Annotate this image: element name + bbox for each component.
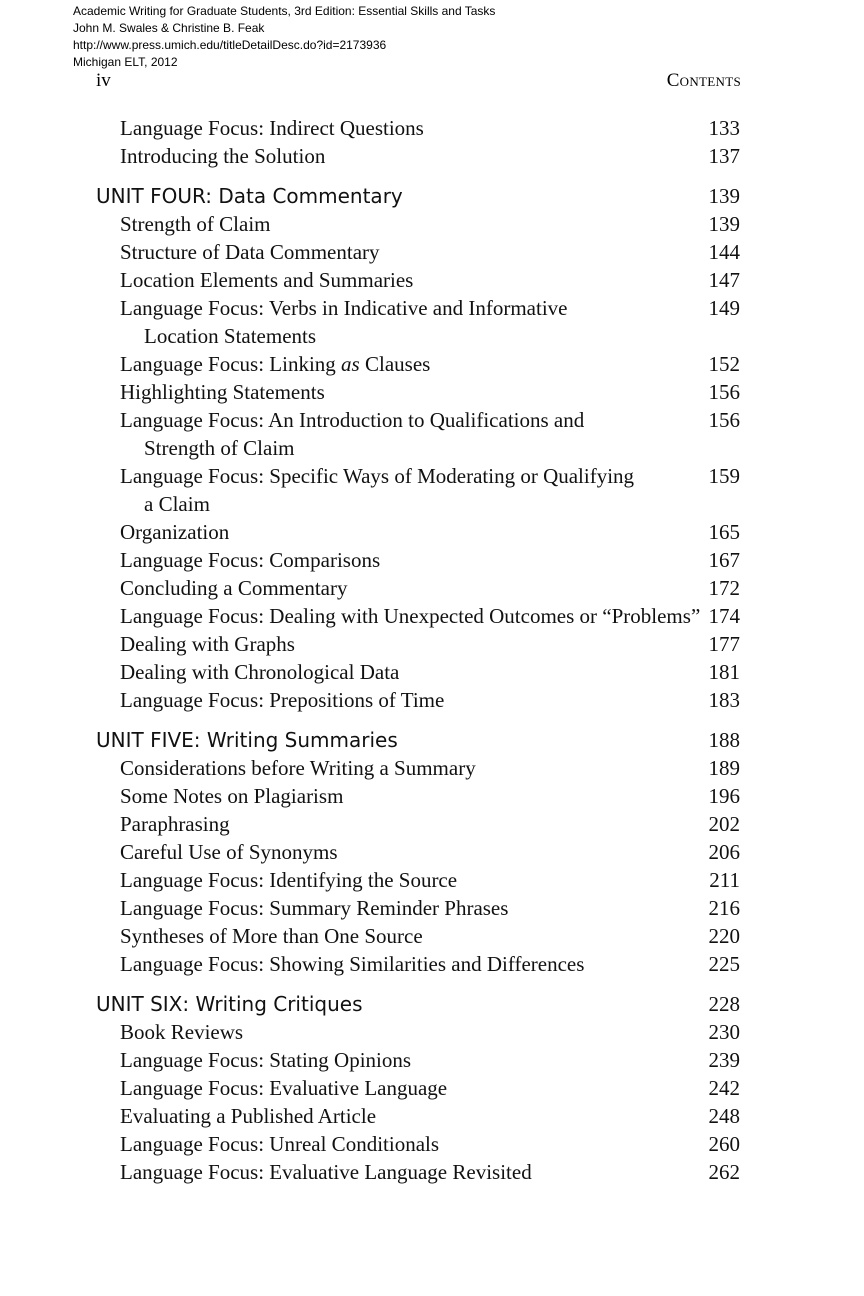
toc-entry-page: 137: [708, 144, 740, 168]
toc-entry: [96, 754, 740, 782]
unit-page: 139: [708, 184, 740, 208]
toc-entry-page: 262: [708, 1160, 740, 1184]
toc-entry-title: Language Focus: Summary Reminder Phrases: [120, 896, 509, 920]
source-citation: [73, 3, 495, 71]
toc-entry-title: [120, 294, 567, 350]
toc-entry: [96, 1158, 740, 1186]
unit-six-heading: [96, 990, 740, 1018]
toc-entry-page: 172: [708, 576, 740, 600]
toc-entry-title: Language Focus: Dealing with Unexpected Outcomes or “Problems”: [120, 604, 701, 628]
toc-entry-page: 147: [708, 268, 740, 292]
source-authors-line: John M. Swales & Christine B. Feak: [73, 21, 265, 35]
toc-entry-title: Careful Use of Synonyms: [120, 840, 338, 864]
toc-entry-title: Language Focus: Showing Similarities and Differences: [120, 952, 585, 976]
toc-entry-page: 152: [708, 352, 740, 376]
toc-entry-page: 189: [708, 756, 740, 780]
toc-entry: [96, 114, 740, 142]
toc-entry-page: 248: [708, 1104, 740, 1128]
toc-entry-title: Language Focus: Prepositions of Time: [120, 688, 445, 712]
toc-entry: [96, 378, 740, 406]
toc-entry-page: 133: [708, 116, 740, 140]
toc-entry-title: Language Focus: Stating Opinions: [120, 1048, 412, 1072]
toc-entry-title: Language Focus: Identifying the Source: [120, 868, 458, 892]
toc-entry: [96, 574, 740, 602]
toc-entry: [96, 1130, 740, 1158]
toc-entry-title-line2: a Claim: [144, 492, 210, 516]
toc-entry: [96, 518, 740, 546]
toc-entry-title: Location Elements and Summaries: [120, 268, 414, 292]
toc-entry-page: 242: [708, 1076, 740, 1100]
toc-entry: [96, 266, 740, 294]
toc-entry-title-emphasis: as: [341, 352, 360, 376]
toc-entry-page: 220: [708, 924, 740, 948]
toc-entry: [96, 950, 740, 978]
toc-entry-title: Introducing the Solution: [120, 144, 326, 168]
toc-entry-title: Language Focus: Indirect Questions: [120, 116, 424, 140]
toc-entry-title-line1: Language Focus: Specific Ways of Moderating or Qualifying: [120, 464, 635, 488]
toc-entry: [96, 1018, 740, 1046]
toc-entry-title: Paraphrasing: [120, 812, 230, 836]
toc-entry: [96, 238, 740, 266]
unit-page: 228: [708, 992, 740, 1016]
toc-entry: [96, 294, 740, 350]
toc-entry-title: Dealing with Graphs: [120, 632, 295, 656]
toc-entry: [96, 1046, 740, 1074]
toc-entry: [96, 546, 740, 574]
toc-entry-title: Evaluating a Published Article: [120, 1104, 377, 1128]
toc-entry-title-line1: Language Focus: An Introduction to Qualifications and: [120, 408, 585, 432]
toc-entry-title: Language Focus: Evaluative Language Revisited: [120, 1160, 532, 1184]
toc-entry-title: Language Focus: Comparisons: [120, 548, 381, 572]
toc-entry-title: Highlighting Statements: [120, 380, 325, 404]
unit-five-heading: [96, 726, 740, 754]
toc-entry-title: Language Focus: Evaluative Language: [120, 1076, 448, 1100]
toc-entry: [96, 630, 740, 658]
source-publisher-line: Michigan ELT, 2012: [73, 55, 178, 69]
toc-entry-page: 139: [708, 212, 740, 236]
running-head-title: Contents: [666, 70, 741, 91]
source-title-line: Academic Writing for Graduate Students, 3rd Edition: Essential Skills and Tasks: [73, 4, 496, 18]
toc-entry-page: 149: [708, 296, 740, 320]
toc-entry-title-line2: Strength of Claim: [144, 436, 295, 460]
toc-entry-page: 183: [708, 688, 740, 712]
toc-entry: [96, 210, 740, 238]
toc-entry-page: 211: [709, 868, 740, 892]
toc-entry-title: [120, 350, 430, 378]
table-of-contents: [96, 114, 740, 1186]
toc-entry: [96, 142, 740, 170]
toc-entry: [96, 462, 740, 518]
toc-entry-page: 225: [708, 952, 740, 976]
toc-entry-title: Syntheses of More than One Source: [120, 924, 423, 948]
toc-entry: [96, 866, 740, 894]
toc-entry-page: 239: [708, 1048, 740, 1072]
toc-entry-page: 174: [708, 604, 740, 628]
toc-entry-page: 144: [708, 240, 740, 264]
toc-entry-title: Concluding a Commentary: [120, 576, 348, 600]
toc-entry-title-part: Clauses: [359, 352, 431, 376]
toc-entry-page: 165: [708, 520, 740, 544]
toc-entry: [96, 686, 740, 714]
toc-entry-page: 202: [708, 812, 740, 836]
page-folio: iv: [96, 70, 111, 91]
toc-entry-title-part: Language Focus: Linking: [120, 352, 342, 376]
toc-entry-title: Structure of Data Commentary: [120, 240, 380, 264]
toc-entry-page: 206: [708, 840, 740, 864]
toc-entry-page: 181: [708, 660, 740, 684]
toc-entry: [96, 922, 740, 950]
toc-entry: [96, 838, 740, 866]
toc-entry-page: 156: [708, 408, 740, 432]
source-url-line: http://www.press.umich.edu/titleDetailDesc.do?id=2173936: [73, 38, 387, 52]
toc-entry: [96, 406, 740, 462]
toc-entry-title: Considerations before Writing a Summary: [120, 756, 476, 780]
toc-entry-page: 230: [708, 1020, 740, 1044]
toc-entry: [96, 602, 740, 630]
toc-entry: [96, 894, 740, 922]
toc-entry: [96, 1102, 740, 1130]
toc-entry-title: Language Focus: Unreal Conditionals: [120, 1132, 440, 1156]
unit-title: UNIT FOUR: Data Commentary: [96, 184, 403, 208]
toc-entry-title: Organization: [120, 520, 230, 544]
toc-entry-page: 167: [708, 548, 740, 572]
toc-entry-title: Book Reviews: [120, 1020, 244, 1044]
unit-title: UNIT SIX: Writing Critiques: [96, 992, 363, 1016]
toc-entry-page: 156: [708, 380, 740, 404]
unit-title: UNIT FIVE: Writing Summaries: [96, 728, 398, 752]
toc-entry-page: 177: [708, 632, 740, 656]
toc-entry-title: Strength of Claim: [120, 212, 271, 236]
toc-entry-title: Some Notes on Plagiarism: [120, 784, 344, 808]
toc-entry-page: 159: [708, 464, 740, 488]
toc-entry-title-line2: Location Statements: [144, 324, 317, 348]
toc-entry-title: [120, 462, 634, 518]
toc-entry: [96, 782, 740, 810]
toc-entry-page: 260: [708, 1132, 740, 1156]
toc-entry: [96, 810, 740, 838]
unit-four-heading: [96, 182, 740, 210]
toc-entry: [96, 658, 740, 686]
toc-entry-title: Dealing with Chronological Data: [120, 660, 400, 684]
unit-page: 188: [708, 728, 740, 752]
toc-entry-title-line1: Language Focus: Verbs in Indicative and Informative: [120, 296, 568, 320]
toc-entry-page: 196: [708, 784, 740, 808]
toc-entry-title: [120, 406, 584, 462]
toc-entry: [96, 350, 740, 378]
toc-entry-page: 216: [708, 896, 740, 920]
toc-entry: [96, 1074, 740, 1102]
